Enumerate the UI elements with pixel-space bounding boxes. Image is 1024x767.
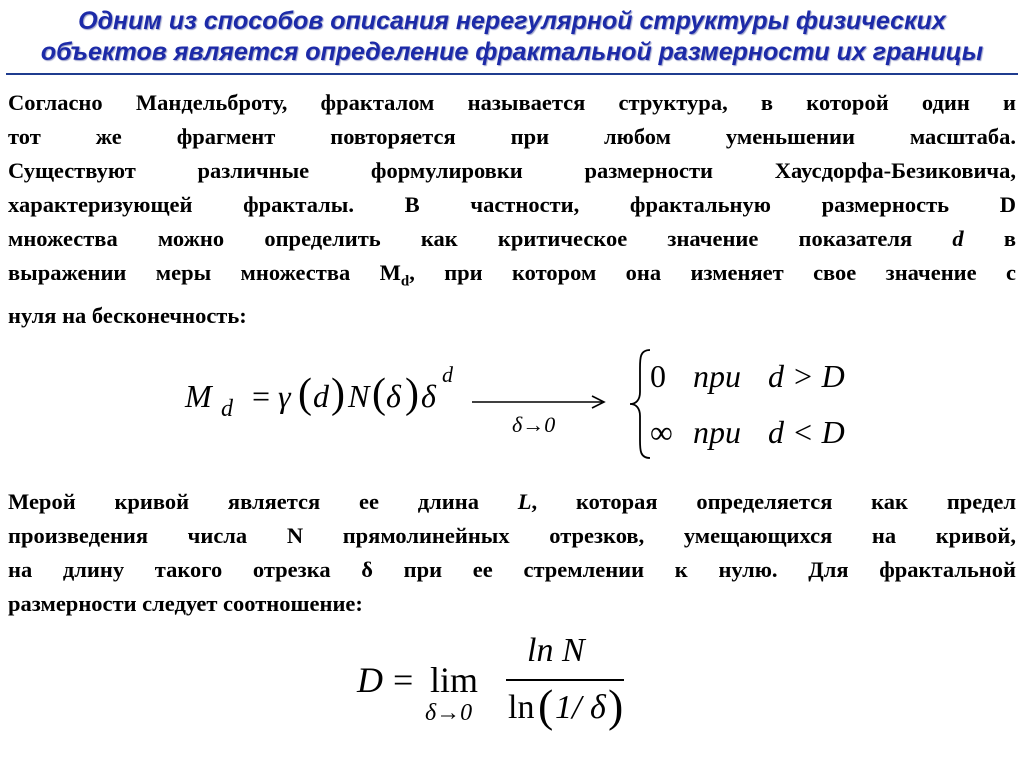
formula2-den-arg: 1/ δ xyxy=(555,689,606,726)
text-run: , при котором она изменяет свое значение с xyxy=(409,260,1016,285)
formula2-lim: lim xyxy=(430,660,479,700)
paragraph-line: Согласно Мандельброту, фракталом называется структура, в которой один и xyxy=(8,90,1016,115)
fraction-bar xyxy=(506,679,624,681)
formula2-paren-open: ( xyxy=(538,680,554,731)
case1-condition: d > D xyxy=(768,358,845,394)
formula-paren-open: ( xyxy=(372,371,386,417)
slide-title-line-1: Одним из способов описания нерегулярной структуры физических xyxy=(78,7,946,35)
formula-delta: δ xyxy=(421,378,436,414)
paragraph-line: на длину такого отрезка δ при ее стремлении к нулю. Для фрактальной xyxy=(8,557,1016,582)
slide-title xyxy=(0,6,1024,68)
paragraph-line xyxy=(8,222,1016,256)
paragraph-mandelbrot xyxy=(8,86,1016,333)
paragraph-line: тот же фрагмент повторяется при любом уменьшении масштаба. xyxy=(8,124,1016,149)
paragraph-line: размерности следует соотношение: xyxy=(8,591,363,616)
paragraph-line xyxy=(8,256,1016,299)
formula-paren-open: ( xyxy=(298,371,312,417)
paragraph-line: нуля на бесконечность: xyxy=(8,302,247,328)
slide-title-line-2: объектов является определение фрактальной размерности их границы xyxy=(40,38,984,66)
text-run: в xyxy=(963,226,1016,251)
formula-exponent: d xyxy=(442,362,453,387)
paragraph-line: произведения числа N прямолинейных отрезков, умещающихся на кривой, xyxy=(8,523,1016,548)
formula2-paren-close: ) xyxy=(608,680,624,731)
formula-N: N xyxy=(348,378,370,414)
case2-word: при xyxy=(693,414,741,450)
formula-M: M xyxy=(185,378,212,414)
arrow-icon xyxy=(470,394,610,410)
formula2-equals: = xyxy=(393,660,414,700)
paragraph-curve-measure xyxy=(8,485,1016,621)
subscript-d: d xyxy=(400,273,410,290)
variable-d: d xyxy=(952,226,964,251)
formula-gamma: γ xyxy=(278,378,291,414)
text-run: множества можно определить как критическое значение показателя xyxy=(8,226,953,251)
formula2-den-ln: ln xyxy=(508,689,535,726)
paragraph-line xyxy=(8,485,1016,519)
case1-word: при xyxy=(693,358,741,394)
formula-delta: δ xyxy=(386,378,401,414)
paragraph-line: Существуют различные формулировки размерности Хаусдорфа-Безиковича, xyxy=(8,158,1016,183)
paragraph-line: характеризующей фракталы. В частности, фрактальную размерность D xyxy=(8,192,1016,217)
text-run: выражении меры множества M xyxy=(8,260,401,285)
formula2-numerator: ln N xyxy=(527,632,585,669)
variable-L: L xyxy=(517,489,532,514)
formula2-D: D xyxy=(357,660,383,700)
formula-paren-close: ) xyxy=(405,371,419,417)
formula2-limit: δ→0 xyxy=(425,700,473,726)
formula-M-subscript: d xyxy=(221,396,233,422)
formula-limit: δ→0 xyxy=(512,412,556,437)
formula-paren-close: ) xyxy=(331,371,345,417)
formula-equals: = xyxy=(252,378,271,414)
text-run: , которая определяется как предел xyxy=(531,489,1016,514)
formula-d: d xyxy=(313,378,329,414)
title-divider xyxy=(6,73,1018,75)
case2-condition: d < D xyxy=(768,414,845,450)
text-run: Мерой кривой является ее длина xyxy=(8,489,518,514)
case2-value: ∞ xyxy=(650,414,673,450)
case1-value: 0 xyxy=(650,358,666,394)
